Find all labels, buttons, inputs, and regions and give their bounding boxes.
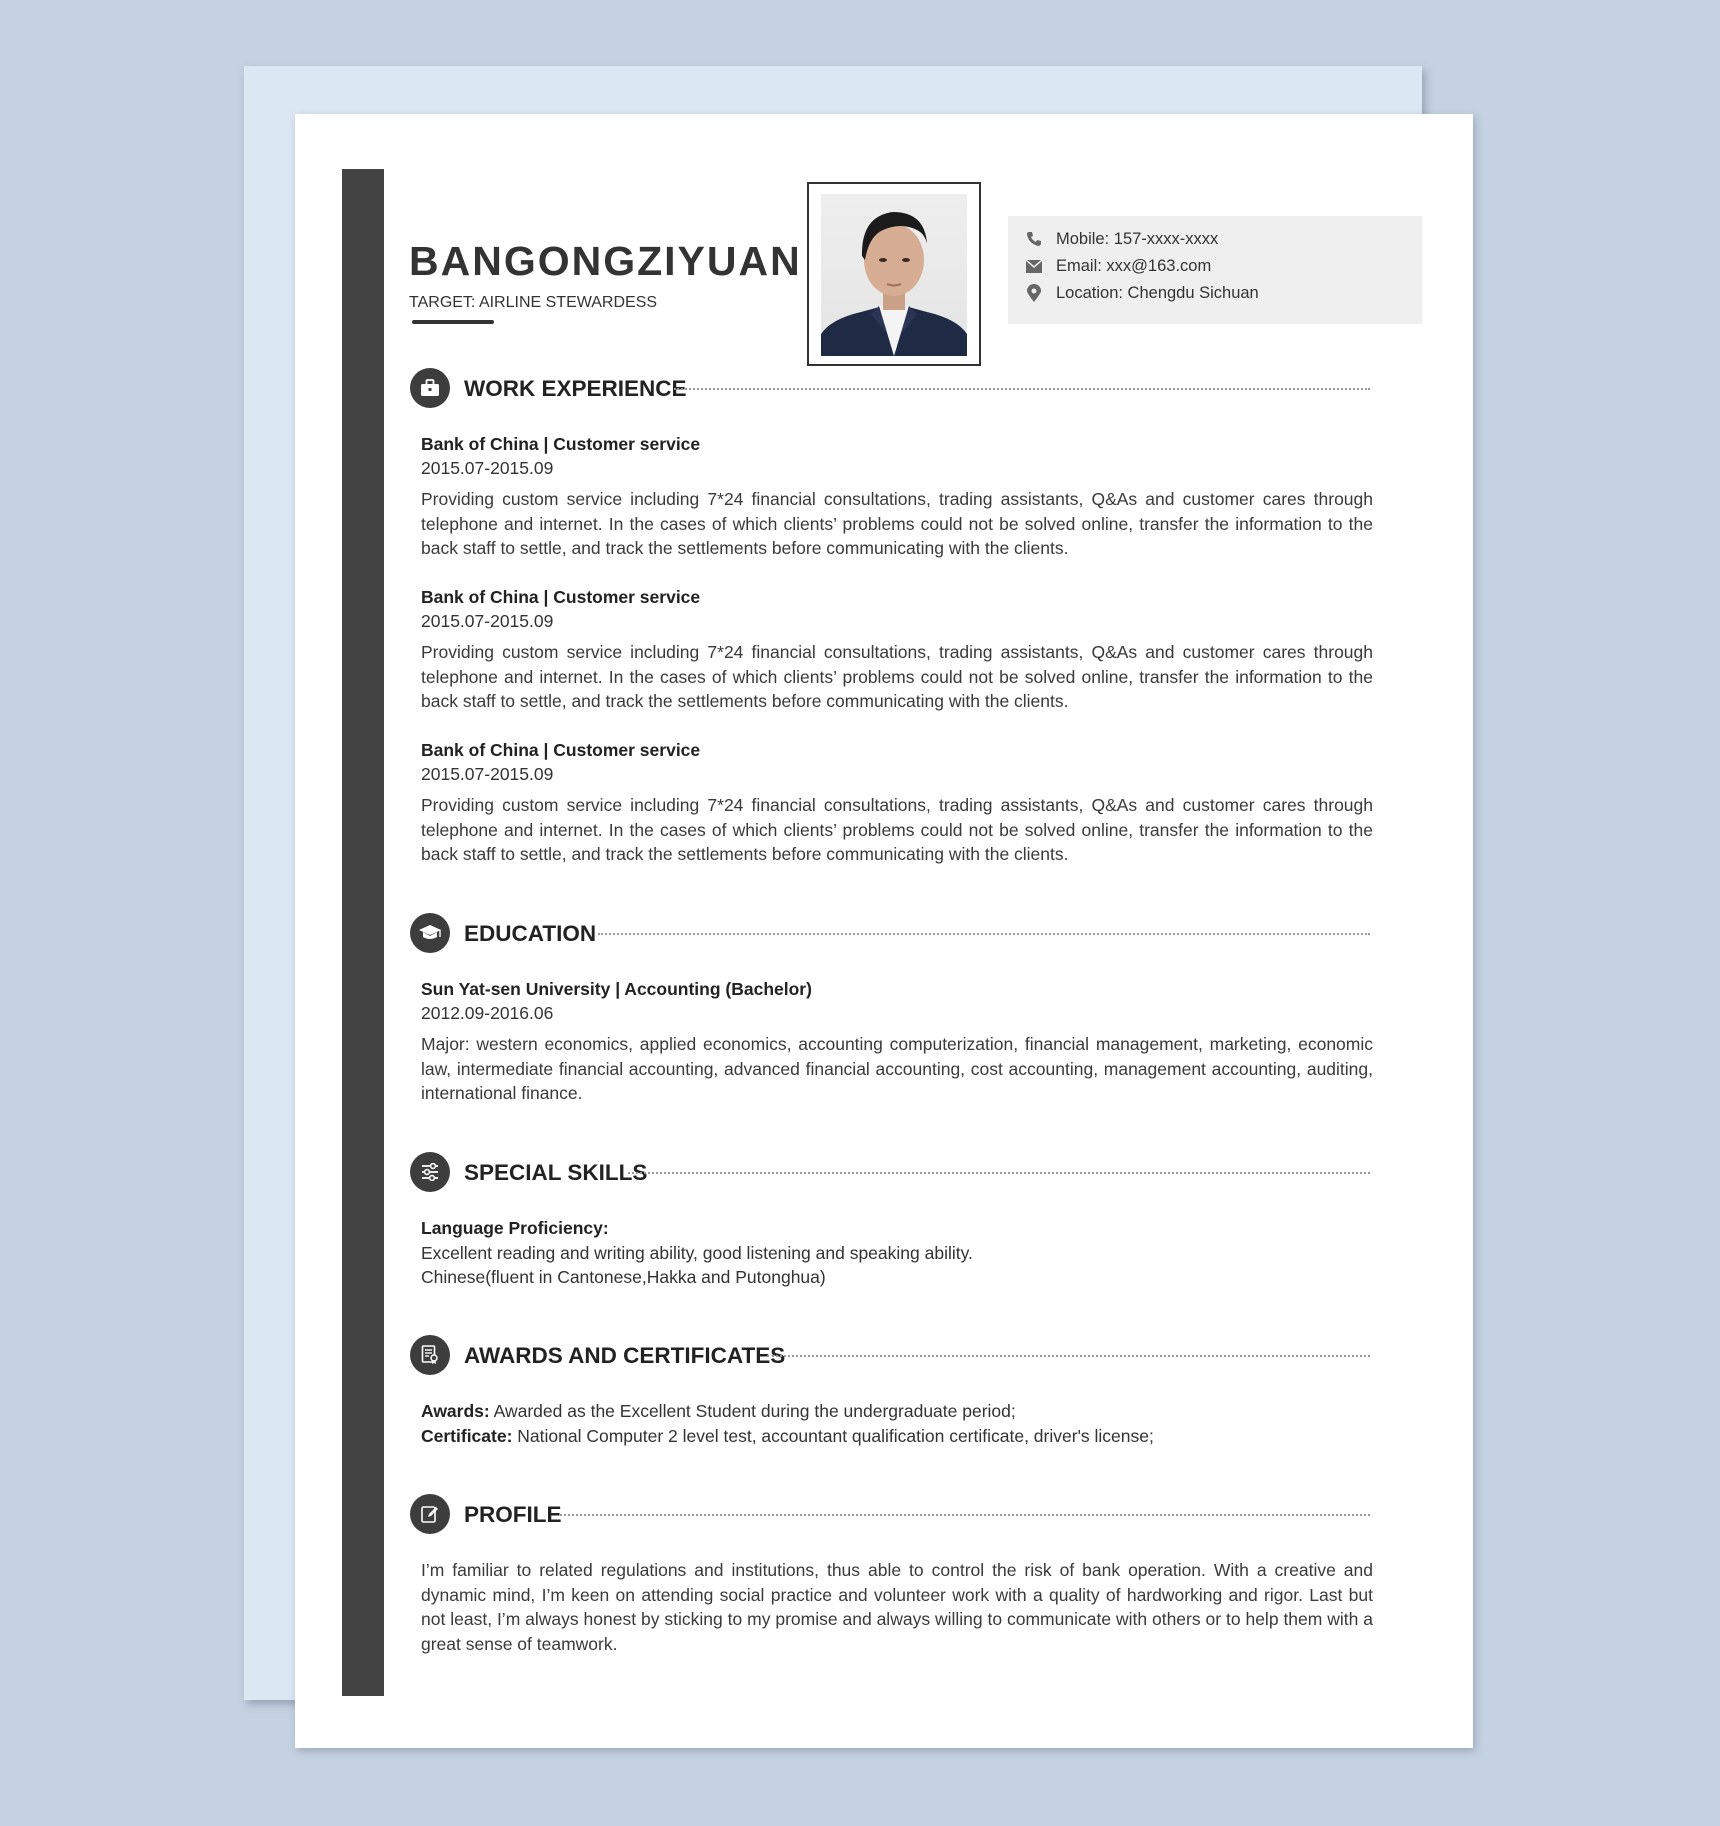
skills-line-1: Excellent reading and writing ability, good listening and speaking ability. [421, 1242, 973, 1263]
work-entry-3 [421, 738, 1373, 867]
edit-icon [410, 1494, 450, 1534]
certificate-line [421, 1424, 1373, 1449]
work-entry-title: Bank of China | Customer service [421, 740, 701, 760]
work-entry-description: Providing custom service including 7*24 financial consultations, trading assistants, Q&As and customer cares through telephone and internet. In the cases of which clients’ problems could not be solved online, transfer the information to the back staff to settle, and track the settlements before communicating with the clients. [421, 795, 1373, 864]
location-text: Location: Chengdu Sichuan [1056, 283, 1259, 302]
education-entry-title: Sun Yat-sen University | Accounting (Bachelor) [421, 979, 812, 999]
section-special-skills [410, 1152, 1370, 1196]
section-divider [598, 933, 1370, 935]
work-entry-title: Bank of China | Customer service [421, 587, 701, 607]
work-entry-date: 2015.07-2015.09 [421, 611, 554, 631]
contact-email [1024, 254, 1211, 278]
graduation-cap-icon [410, 913, 450, 953]
contact-location [1024, 281, 1259, 305]
section-profile [410, 1494, 1370, 1538]
work-entry-1 [421, 432, 1373, 561]
contact-panel [1008, 216, 1422, 324]
work-entry-title: Bank of China | Customer service [421, 434, 701, 454]
education-entry-description: Major: western economics, applied economics, accounting computerization, financial management, marketing, economic law, intermediate financial accounting, advanced financial accounting, cost accounting, management accounting, auditing, international finance. [421, 1034, 1373, 1103]
resume-page [295, 114, 1473, 1748]
map-pin-icon [1024, 283, 1044, 303]
side-accent-bar [342, 169, 384, 1696]
section-divider [767, 1355, 1370, 1357]
contact-mobile [1024, 227, 1218, 251]
section-title-education: EDUCATION [464, 921, 597, 946]
section-title-work: WORK EXPERIENCE [464, 376, 687, 401]
candidate-name: BANGONGZIYUAN [409, 238, 802, 284]
briefcase-icon [410, 368, 450, 408]
envelope-icon [1024, 256, 1044, 276]
section-title-profile: PROFILE [464, 1502, 562, 1527]
work-entry-date: 2015.07-2015.09 [421, 458, 554, 478]
skills-label: Language Proficiency: [421, 1218, 609, 1238]
section-title-skills: SPECIAL SKILLS [464, 1160, 648, 1185]
profile-photo [821, 194, 967, 356]
section-awards [410, 1335, 1370, 1379]
email-text: Email: xxx@163.com [1056, 256, 1212, 275]
work-entry-description: Providing custom service including 7*24 financial consultations, trading assistants, Q&As and customer cares through telephone and internet. In the cases of which clients’ problems could not be solved online, transfer the information to the back staff to settle, and track the settlements before communicating with the clients. [421, 642, 1373, 711]
awards-label: Awards: [421, 1401, 490, 1421]
education-entry-date: 2012.09-2016.06 [421, 1003, 554, 1023]
job-target: TARGET: AIRLINE STEWARDESS [409, 294, 658, 311]
awards-entry [421, 1399, 1373, 1448]
education-entry [421, 977, 1373, 1106]
section-divider [674, 388, 1370, 390]
skills-entry [421, 1216, 1373, 1290]
certificate-label: Certificate: [421, 1425, 513, 1446]
work-entry-2 [421, 585, 1373, 714]
certificate-text: National Computer 2 level test, accountant qualification certificate, driver's license; [512, 1425, 1154, 1446]
section-education [410, 913, 1370, 957]
section-divider [628, 1172, 1370, 1174]
mobile-text: Mobile: 157-xxxx-xxxx [1056, 229, 1219, 248]
profile-text: I’m familiar to related regulations and institutions, thus able to control the risk of bank operation. With a creative and dynamic mind, I’m keen on attending social practice and volunteer work with a quality of hardworking and rigor. Last but not least, I’m always honest by sticking to my promise and always willing to communicate with others or to help them with a great sense of teamwork. [421, 1560, 1373, 1654]
sliders-icon [410, 1152, 450, 1192]
certificate-icon [410, 1335, 450, 1375]
work-entry-date: 2015.07-2015.09 [421, 764, 554, 784]
phone-icon [1024, 229, 1044, 249]
profile-entry [421, 1558, 1373, 1656]
section-work-experience [410, 368, 1370, 412]
section-title-awards: AWARDS AND CERTIFICATES [464, 1343, 786, 1368]
awards-text: Awarded as the Excellent Student during the undergraduate period; [489, 1401, 1016, 1421]
profile-photo-frame [807, 182, 981, 366]
title-underline [412, 320, 494, 324]
awards-line [421, 1399, 1373, 1424]
skills-line-2: Chinese(fluent in Cantonese,Hakka and Putonghua) [421, 1267, 826, 1287]
work-entry-description: Providing custom service including 7*24 financial consultations, trading assistants, Q&As and customer cares through telephone and internet. In the cases of which clients’ problems could not be solved online, transfer the information to the back staff to settle, and track the settlements before communicating with the clients. [421, 489, 1373, 558]
section-divider [560, 1514, 1370, 1516]
